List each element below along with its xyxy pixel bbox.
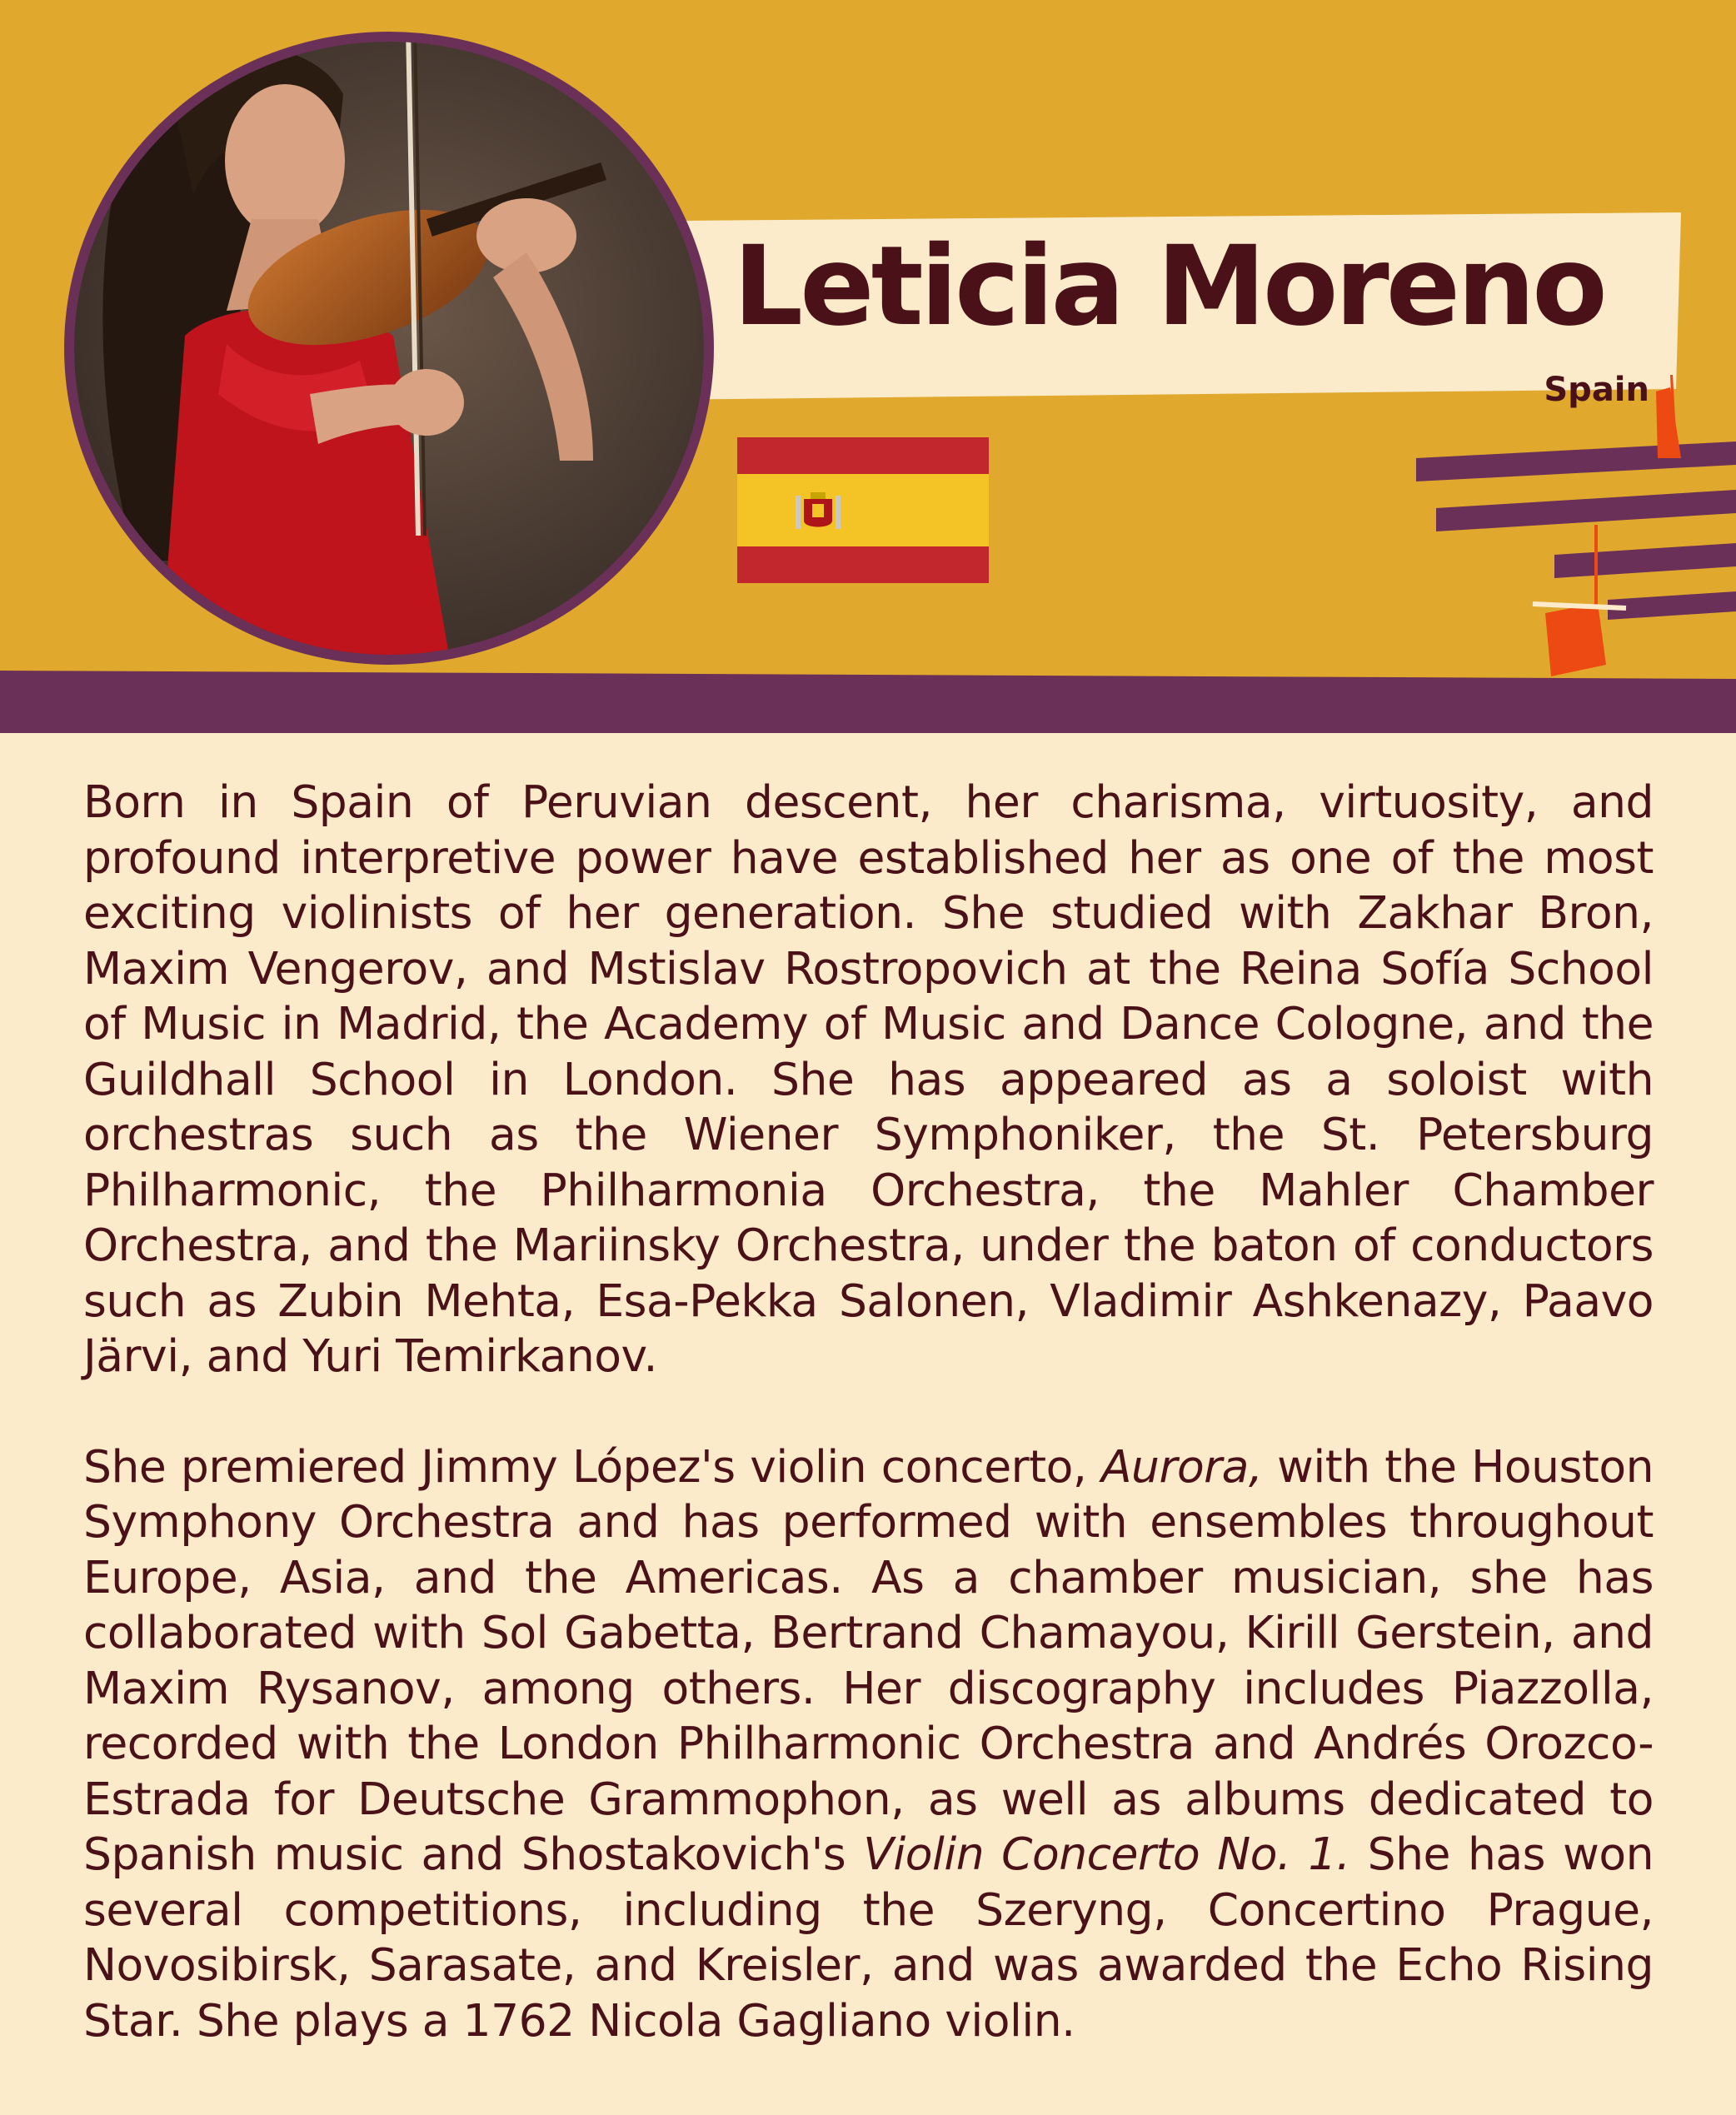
bio-text: She premiered Jimmy López's violin concerto, xyxy=(83,1439,1101,1493)
decorative-stripes xyxy=(1416,367,1736,683)
bio-paragraph-2 xyxy=(83,1439,1654,2049)
work-title: Aurora, xyxy=(1100,1439,1263,1493)
bio-text: She has won several competitions, including the Szeryng, Concertino Prague, Novosibirsk, Sarasate, and Kreisler, and was awarded the Echo Rising Star. She plays a 1762 Nicola Gagliano violin. xyxy=(83,1828,1654,2047)
biography xyxy=(83,775,1654,2103)
artist-country: Spain xyxy=(1544,371,1649,409)
bio-paragraph-1: Born in Spain of Peruvian descent, her charisma, virtuosity, and profound interpretive power have established her as one of the most exciting violinists of her generation. She studied with Zakhar Bron, Maxim Vengerov, and Mstislav Rostropovich at the Reina Sofía School of Music in Madrid, the Academy of Music and Dance Cologne, and the Guildhall School in London. She has appeared as a soloist with orchestras such as the Wiener Symphoniker, the St. Petersburg Philharmonic, the Philharmonia Orchestra, the Mahler Chamber Orchestra, and the Mariinsky Orchestra, under the baton of conductors such as Zubin Mehta, Esa-Pekka Salonen, Vladimir Ashkenazy, Paavo Järvi, and Yuri Temirkanov. xyxy=(83,776,1654,1382)
artist-name: Leticia Moreno xyxy=(733,222,1604,351)
album-title: Violin Concerto No. 1. xyxy=(863,1828,1350,1880)
violinist-portrait xyxy=(60,27,718,669)
spain-flag-icon xyxy=(737,437,989,583)
header-banner xyxy=(0,0,1736,733)
bio-text: with the Houston Symphony Orchestra and has performed with ensembles throughout Europe, Asia, and the Americas. As a chamber musician, she has collaborated with Sol Gabetta, Bertrand Chamayou, Kirill Gerstein, and Maxim Rysanov, among others. Her discography includes Piazzolla, recorded with the London Philharmonic Orchestra and Andrés Orozco-Estrada for Deutsche Grammophon, as well as albums dedicated to Spanish music and Shostakovich's xyxy=(83,1439,1654,1880)
